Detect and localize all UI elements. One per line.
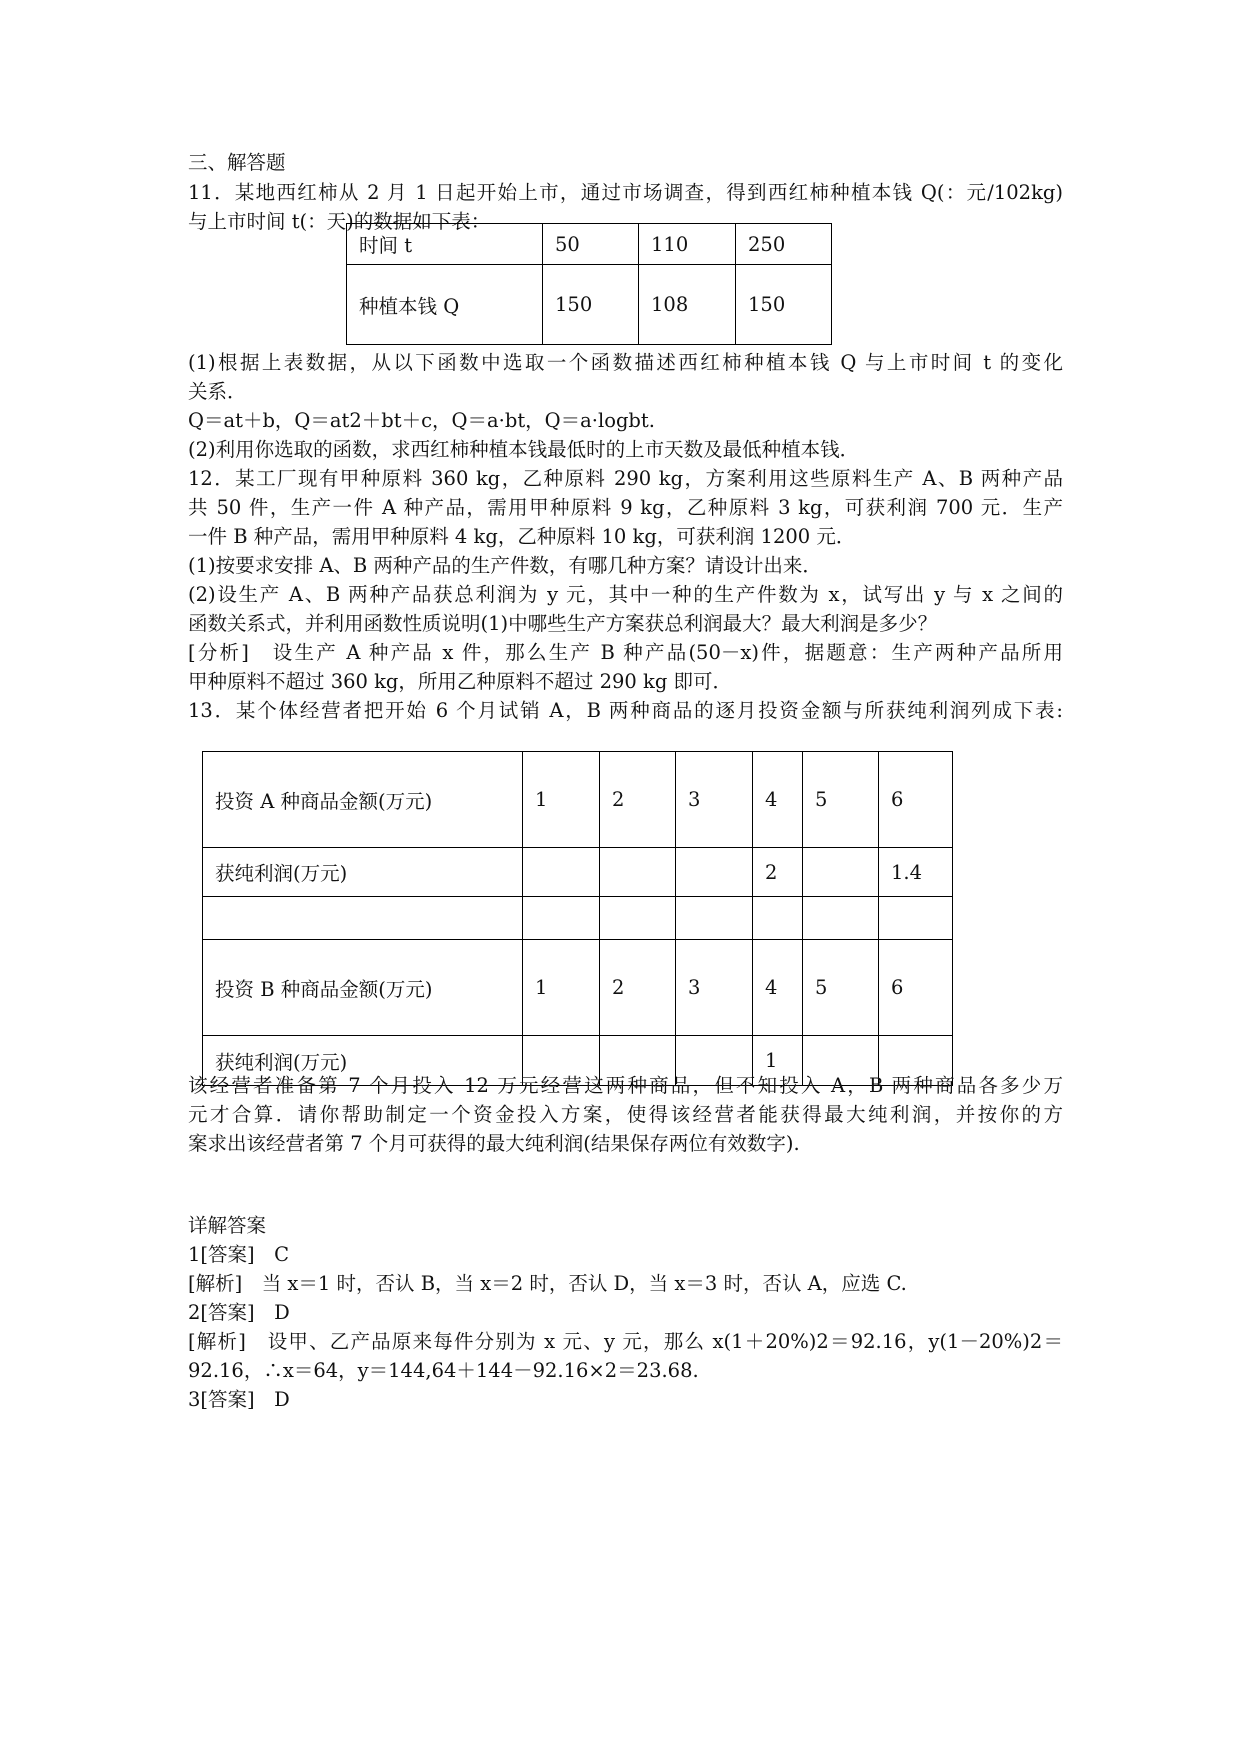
table-cell <box>600 848 676 897</box>
table-row <box>347 265 832 345</box>
table-cell: 250 <box>736 224 832 265</box>
problem-11-q1-line-1: (1)根据上表数据，从以下函数中选取一个函数描述西红柿种植本钱 Q 与上市时间 t 的变化 <box>188 351 1063 374</box>
problem-12-line-3: 一件 B 种产品，需用甲种原料 4 kg，乙种原料 10 kg，可获利润 1200 元． <box>188 525 856 548</box>
answer-2-analysis-line-1: [解析] 设甲、乙产品原来每件分别为 x 元、y 元，那么 x(1＋20%)2＝92.16，y(1－20%)2＝ <box>188 1330 1063 1353</box>
table-cell: 1.4 <box>879 848 953 897</box>
table-cell: 投资 A 种商品金额(万元) <box>203 752 523 848</box>
table-cell: 种植本钱 Q <box>347 265 543 345</box>
table-cell: 获纯利润(万元) <box>203 848 523 897</box>
table-cell: 2 <box>753 848 803 897</box>
problem-11-table <box>346 223 832 345</box>
table-cell: 5 <box>803 752 879 848</box>
table-row <box>347 224 832 265</box>
section-header: 三、解答题 <box>188 151 286 174</box>
table-cell: 150 <box>736 265 832 345</box>
table-cell <box>803 897 879 940</box>
problem-13-after-line-1: 该经营者准备第 7 个月投入 12 万元经营这两种商品，但不知投入 A，B 两种商品各多少万 <box>188 1074 1063 1097</box>
table-row <box>203 897 953 940</box>
problem-12-q2-line-2: 函数关系式，并利用函数性质说明(1)中哪些生产方案获总利润最大？最大利润是多少？ <box>188 612 938 635</box>
table-cell: 2 <box>600 940 676 1036</box>
problem-13-after-line-2: 元才合算．请你帮助制定一个资金投入方案，使得该经营者能获得最大纯利润，并按你的方 <box>188 1103 1063 1126</box>
answer-2: 2[答案] D <box>188 1301 290 1324</box>
table-cell: 1 <box>753 1036 803 1086</box>
table-cell <box>753 897 803 940</box>
table-cell: 1 <box>523 940 600 1036</box>
table-cell: 50 <box>543 224 639 265</box>
table-cell <box>676 848 753 897</box>
table-cell: 5 <box>803 940 879 1036</box>
table-cell: 6 <box>879 752 953 848</box>
table-cell: 3 <box>676 940 753 1036</box>
problem-11-line-1: 11．某地西红柿从 2 月 1 日起开始上市，通过市场调查，得到西红柿种植本钱 Q(：元/102kg) <box>188 181 1063 204</box>
table-cell <box>523 897 600 940</box>
table-cell: 2 <box>600 752 676 848</box>
table-cell <box>203 897 523 940</box>
table-cell: 4 <box>753 752 803 848</box>
problem-11-line-2: 与上市时间 t(：天)的数据如下表： <box>188 210 491 233</box>
table-cell: 获纯利润(万元) <box>203 1036 523 1086</box>
table-cell: 3 <box>676 752 753 848</box>
answer-2-analysis-line-2: 92.16，∴x＝64，y＝144,64＋144－92.16×2＝23.68. <box>188 1359 699 1382</box>
table-cell <box>879 897 953 940</box>
problem-11-q1-line-2: 关系． <box>188 380 247 403</box>
table-cell: 1 <box>523 752 600 848</box>
answers-heading: 详解答案 <box>188 1214 267 1237</box>
answer-3: 3[答案] D <box>188 1388 290 1411</box>
answer-1-analysis: [解析] 当 x＝1 时，否认 B，当 x＝2 时，否认 D，当 x＝3 时，否认 A，应选 C. <box>188 1272 907 1295</box>
problem-12-line-1: 12．某工厂现有甲种原料 360 kg，乙种原料 290 kg，方案利用这些原料生产 A、B 两种产品 <box>188 467 1063 490</box>
problem-12-q2-line-1: (2)设生产 A、B 两种产品获总利润为 y 元，其中一种的生产件数为 x，试写出 y 与 x 之间的 <box>188 583 1063 606</box>
table-row <box>203 940 953 1036</box>
table-cell: 时间 t <box>347 224 543 265</box>
table-cell: 6 <box>879 940 953 1036</box>
table-cell <box>600 897 676 940</box>
table-cell: 150 <box>543 265 639 345</box>
table-cell: 110 <box>639 224 736 265</box>
table-row <box>203 848 953 897</box>
table-cell <box>803 848 879 897</box>
problem-13-table <box>202 751 953 1086</box>
problem-12-q1: (1)按要求安排 A、B 两种产品的生产件数，有哪几种方案？请设计出来． <box>188 554 822 577</box>
table-cell <box>676 897 753 940</box>
table-cell: 投资 B 种商品金额(万元) <box>203 940 523 1036</box>
problem-12-line-2: 共 50 件，生产一件 A 种产品，需用甲种原料 9 kg，乙种原料 3 kg，可获利润 700 元．生产 <box>188 496 1063 519</box>
problem-11-q2: (2)利用你选取的函数，求西红柿种植本钱最低时的上市天数及最低种植本钱． <box>188 438 860 461</box>
table-cell: 108 <box>639 265 736 345</box>
table-cell: 4 <box>753 940 803 1036</box>
problem-13-line-1: 13．某个体经营者把开始 6 个月试销 A，B 两种商品的逐月投资金额与所获纯利润列成下表: <box>188 699 1063 722</box>
table-cell <box>523 848 600 897</box>
problem-13-after-line-3: 案求出该经营者第 7 个月可获得的最大纯利润(结果保存两位有效数字). <box>188 1132 800 1155</box>
problem-12-analysis-line-1: [分析] 设生产 A 种产品 x 件，那么生产 B 种产品(50－x)件，据题意：生产两种产品所用 <box>188 641 1063 664</box>
answer-1: 1[答案] C <box>188 1243 290 1266</box>
problem-11-functions: Q＝at＋b，Q＝at2＋bt＋c，Q＝a·bt，Q＝a·logbt. <box>188 409 655 432</box>
problem-12-analysis-line-2: 甲种原料不超过 360 kg，所用乙种原料不超过 290 kg 即可． <box>188 670 733 693</box>
table-row <box>203 752 953 848</box>
